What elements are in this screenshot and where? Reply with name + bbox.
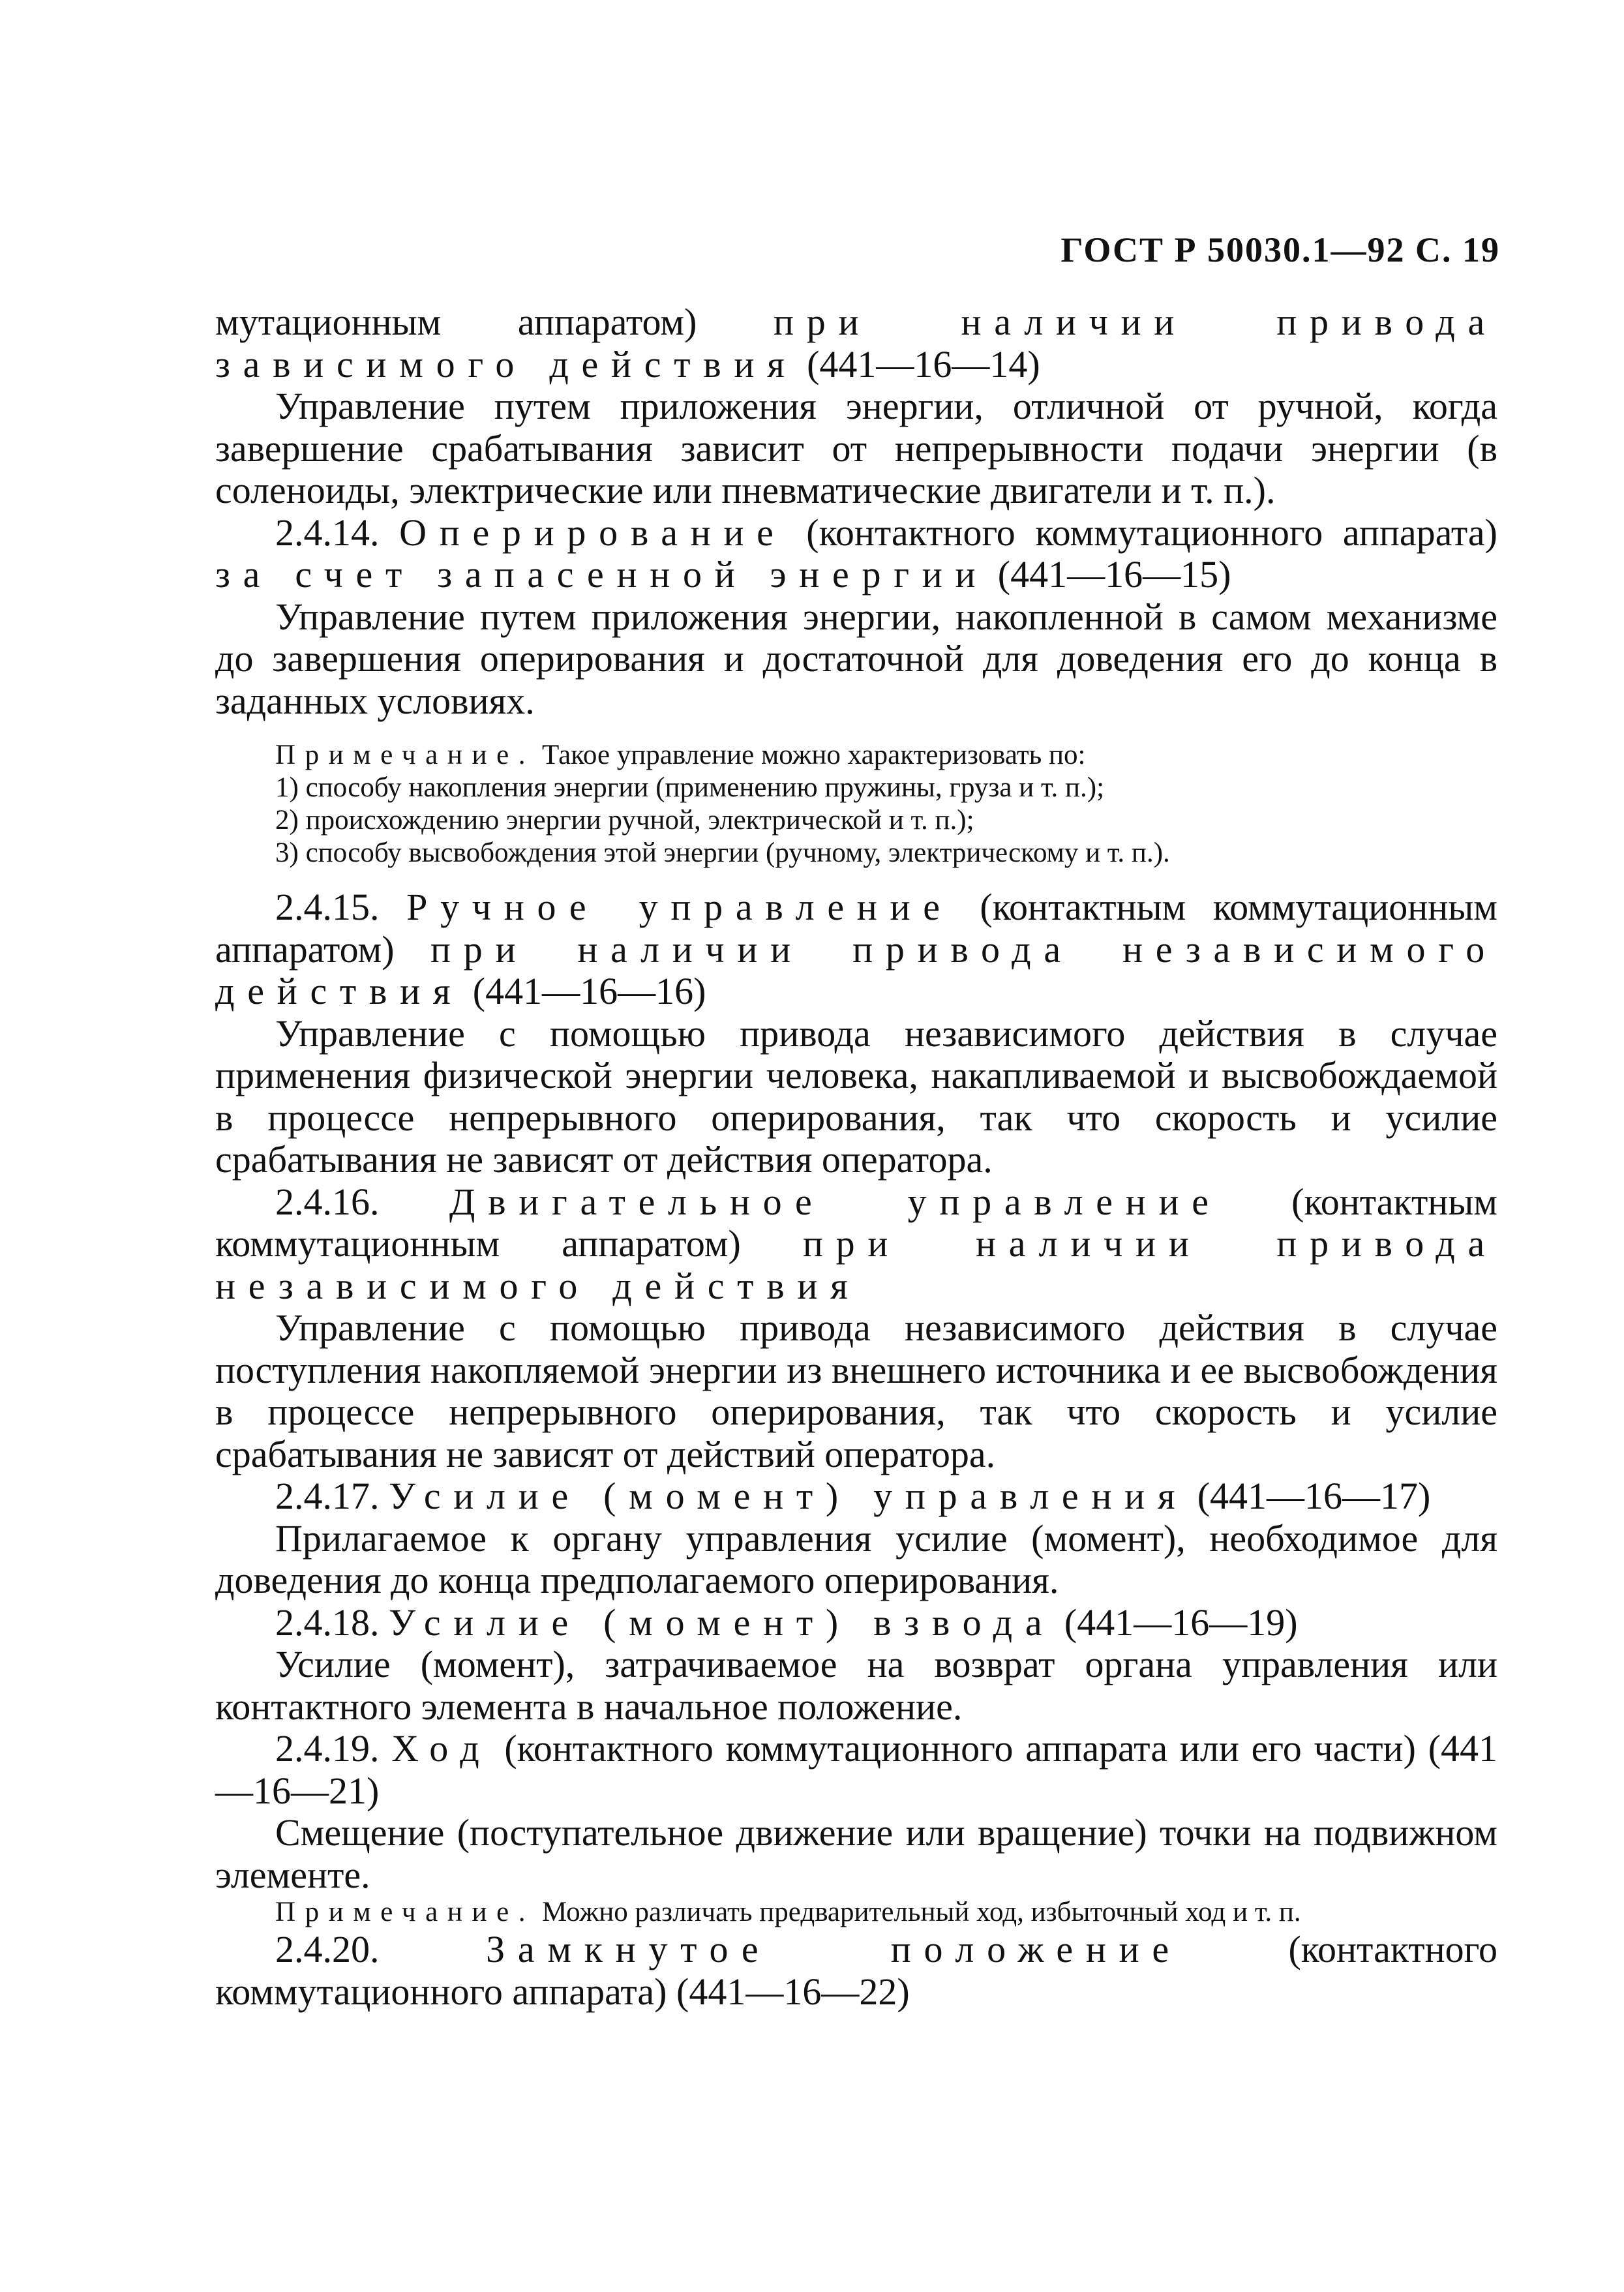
note-text: Можно различать предварительный ход, избыточный ход и т. п. — [541, 1897, 1301, 1927]
term-spaced: Замкнутое положение — [486, 1928, 1182, 1970]
note-label: Примечание. — [275, 1897, 535, 1927]
term-spaced: при наличии привода зависимого действия — [215, 301, 1497, 385]
term-qualifier: (контактного коммутационного аппарата) — [806, 511, 1497, 554]
term-code: (441—16—17) — [1197, 1475, 1431, 1517]
term-spaced: Усилие (момент) взвода — [389, 1601, 1055, 1644]
term-spaced: за счет запасенной энергии — [215, 553, 989, 596]
section-2-4-20-heading — [215, 1929, 1497, 2013]
term-code: (441—16—16) — [472, 970, 706, 1012]
term-spaced: Оперирование — [399, 511, 787, 554]
section-number: 2.4.19. — [275, 1727, 380, 1770]
term-code: (441—16—15) — [997, 553, 1231, 596]
section-number: 2.4.18. — [275, 1601, 380, 1644]
section-2-4-19-heading — [215, 1728, 1497, 1812]
term-code: (441—16—19) — [1064, 1601, 1298, 1644]
note-text: Такое управление можно характеризовать по: — [541, 740, 1086, 770]
section-number: 2.4.20. — [275, 1928, 380, 1970]
note-item: 3) способу высвобождения этой энергии (ручному, электрическому и т. п.). — [275, 837, 1170, 868]
term-spaced: при наличии привода независимого действия — [215, 1222, 1497, 1307]
section-2-4-16-heading — [215, 1181, 1497, 1308]
section-number: 2.4.17. — [275, 1475, 380, 1517]
note-item: 1) способу накопления энергии (применению пружины, груза и т. п.); — [275, 772, 1105, 803]
term-code: (441—16—22) — [676, 1970, 910, 2013]
document-body — [215, 301, 1497, 2013]
term-spaced: при наличии привода независимого действия — [215, 927, 1497, 1012]
section-2-4-14-heading — [215, 512, 1497, 596]
definition: Управление путем приложения энергии, накопленной в самом механизме до завершения оперирования и достаточной для доведения его до конца в заданных условиях. — [215, 595, 1497, 722]
definition: Прилагаемое к органу управления усилие (момент), необходимое для доведения до конца предполагаемого оперирования. — [215, 1516, 1497, 1601]
term-code: (441—16—21) — [215, 1727, 1498, 1812]
section-2-4-15-heading — [215, 886, 1497, 1013]
section-number: 2.4.15. — [275, 886, 380, 928]
definition: Усилие (момент), затрачиваемое на возврат органа управления или контактного элемента в начальное положение. — [215, 1643, 1497, 1728]
page-header: ГОСТ Р 50030.1—92 С. 19 — [1060, 230, 1500, 269]
note-item: 2) происхождению энергии ручной, электрической и т. п.); — [275, 805, 974, 836]
section-2-4-18-heading — [215, 1602, 1497, 1644]
term-qualifier: (контактного коммутационного аппарата) — [215, 1928, 1497, 2013]
section-number: 2.4.14. — [275, 511, 380, 554]
section-number: 2.4.16. — [275, 1180, 380, 1223]
term-spaced: Усилие (момент) управления — [389, 1475, 1188, 1517]
term-spaced: Ход — [391, 1727, 492, 1770]
definition: Управление путем приложения энергии, отличной от ручной, когда завершение срабатывания зависит от непрерывности подачи энергии (в соленоиды, электрические или пневматические двигатели и т. п.). — [215, 385, 1497, 511]
definition: Смещение (поступательное движение или вращение) точки на подвижном элементе. — [215, 1811, 1497, 1896]
definition: Управление с помощью привода независимого действия в случае поступления накопляемой энергии из внешнего источника и ее высвобождения в процессе непрерывного оперирования, так что скорость и усилие срабатывания не зависят от действий оператора. — [215, 1306, 1497, 1475]
note — [215, 1896, 1497, 1929]
note — [215, 739, 1497, 772]
term-spaced: Ручное управление — [406, 886, 953, 928]
section-2-4-17-heading — [215, 1475, 1497, 1518]
paragraph-continuation — [215, 301, 1497, 385]
term-qualifier: (контактного коммутационного аппарата или его части) — [504, 1727, 1416, 1770]
text-span: мутационным аппаратом) — [215, 301, 697, 343]
definition: Управление с помощью привода независимого действия в случае применения физической энергии человека, накапливаемой и высвобождаемой в процессе непрерывного оперирования, так что скорость и усилие срабатывания не зависят от действия оператора. — [215, 1012, 1497, 1181]
term-qualifier: (контактным коммутационным аппаратом) — [215, 886, 1498, 971]
term-qualifier: (контактным коммутационным аппаратом) — [215, 1180, 1497, 1265]
term-spaced: Двигательное управление — [449, 1180, 1222, 1223]
term-code: (441—16—14) — [807, 342, 1040, 385]
note-label: Примечание. — [275, 740, 535, 770]
